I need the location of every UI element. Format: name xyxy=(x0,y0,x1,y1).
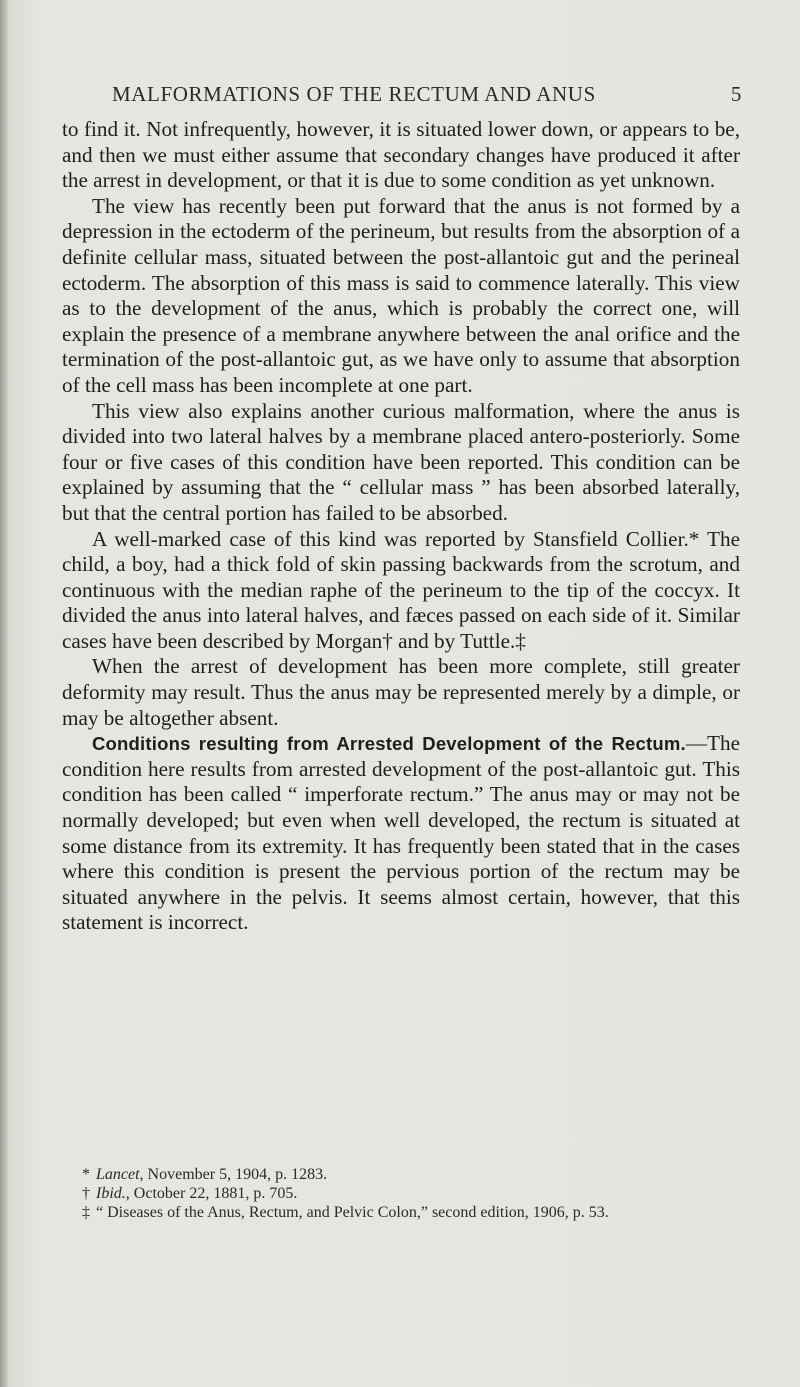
footnote-source: Lancet, xyxy=(96,1166,144,1183)
footnote xyxy=(62,1165,740,1184)
footnote-detail: “ Diseases of the Anus, Rectum, and Pelvic Colon,” second edition, 1906, p. 53. xyxy=(96,1204,609,1221)
footnote-detail: October 22, 1881, p. 705. xyxy=(129,1185,298,1202)
footnote xyxy=(62,1203,740,1222)
paragraph-collier-case: A well-marked case of this kind was reported by Stansfield Collier.* The child, a boy, had a thick fold of skin passing backwards from the scrotum, and continuous with the median raphe of the perineum to the tip of the coccyx. It divided the anus into lateral halves, and fæces passed on each side of it. Similar cases have been described by Morgan† and by Tuttle.‡ xyxy=(62,526,740,653)
footnote-mark: † xyxy=(82,1185,90,1202)
binding-edge xyxy=(0,0,8,1387)
footnote-detail: November 5, 1904, p. 1283. xyxy=(143,1166,328,1183)
footnote-mark: * xyxy=(82,1166,90,1183)
paragraph-complete-arrest: When the arrest of development has been more complete, still greater deformity may result. Thus the anus may be represented merely by a dimple, or may be altogether absent. xyxy=(62,654,740,730)
section-text: —The condition here results from arrested development of the post-allantoic gut. This condition has been called “ imperforate rectum.” The anus may or may not be normally developed; but even when well developed, the rectum is situated at some distance from its extremity. It has frequently been stated that in the cases where this condition is present the pervious portion of the rectum may be situated anywhere in the pelvis. It seems almost certain, however, that this statement is incorrect. xyxy=(62,731,740,935)
footnote-mark: ‡ xyxy=(82,1204,90,1221)
footnotes xyxy=(62,1165,740,1222)
section-arrested-rectum xyxy=(62,731,740,936)
page-number: 5 xyxy=(730,82,742,106)
paragraph-divided-anus: This view also explains another curious malformation, where the anus is divided into two lateral halves by a membrane placed antero-posteriorly. Some four or five cases of this condition have been reported. This condition can be explained by assuming that the “ cellular mass ” has been absorbed laterally, but that the central portion has failed to be absorbed. xyxy=(62,398,740,525)
running-head-title: MALFORMATIONS OF THE RECTUM AND ANUS xyxy=(112,82,596,106)
paragraph-continued: to find it. Not infrequently, however, it is situated lower down, or appears to be, and then we must either assume that secondary changes have produced it after the arrest in development, or that it is due to some condition as yet unknown. xyxy=(62,117,740,193)
footnote xyxy=(62,1184,740,1203)
body-text xyxy=(62,117,740,936)
paragraph-anus-development: The view has recently been put forward that the anus is not formed by a depression in the ectoderm of the perineum, but results from the absorption of a definite cellular mass, situated between the post-allantoic gut and the perineal ectoderm. The absorption of this mass is said to commence laterally. This view as to the development of the anus, which is probably the correct one, will explain the presence of a membrane anywhere between the anal orifice and the termination of the post-allantoic gut, as we have only to assume that absorption of the cell mass has been incomplete at one part. xyxy=(62,193,740,397)
section-heading: Conditions resulting from Arrested Development of the Rectum. xyxy=(92,733,686,755)
footnote-source: Ibid., xyxy=(96,1185,130,1202)
